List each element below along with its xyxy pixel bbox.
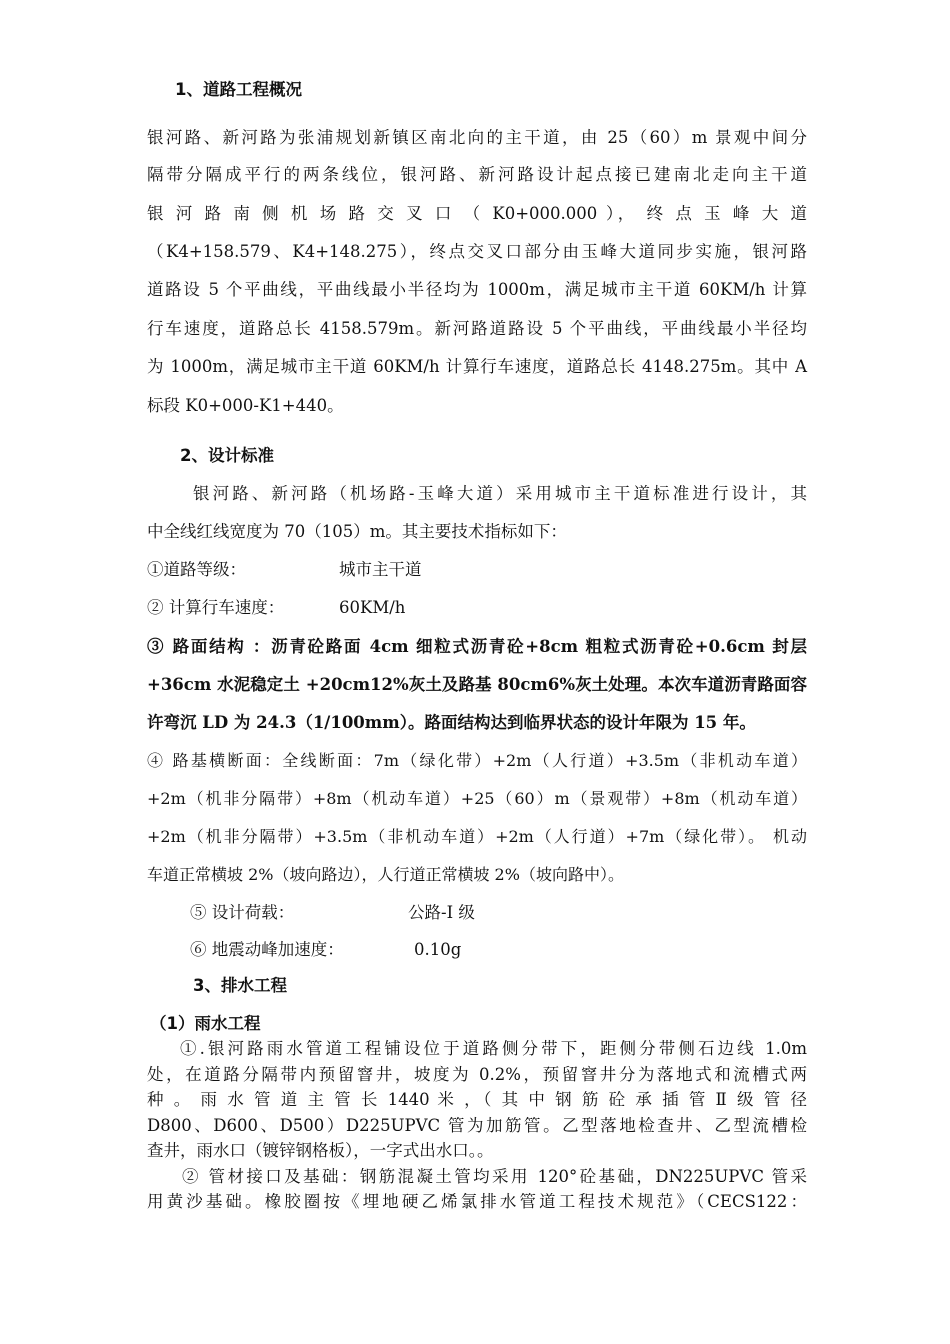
paragraph-line: （K4+158.579、K4+148.275），终点交叉口部分由玉峰大道同步实施，银河路 bbox=[147, 242, 807, 261]
spec-value: 城市主干道 bbox=[339, 560, 422, 579]
paragraph-line: 种 。 雨 水 管 道 主 管 长 1440 米 ，（ 其 中 钢 筋 砼 承 插 管 Ⅱ 级 管 径 bbox=[147, 1090, 807, 1109]
spec-item-road-grade bbox=[147, 559, 807, 581]
section-2-heading: 2、设计标准 bbox=[180, 446, 274, 465]
section-3-subheading: （1）雨水工程 bbox=[150, 1014, 261, 1033]
paragraph-line: 道路设 5 个平曲线，平曲线最小半径均为 1000m，满足城市主干道 60KM/h 计算 bbox=[147, 280, 807, 299]
spec-item-pavement: +36cm 水泥稳定土 +20cm12%灰土及路基 80cm6%灰土处理。本次车道沥青路面容 bbox=[147, 675, 807, 694]
spec-item-load bbox=[190, 902, 850, 924]
spec-item-seismic bbox=[190, 939, 850, 961]
section-1-heading: 1、道路工程概况 bbox=[175, 80, 302, 99]
spec-item-pavement: ③ 路面结构 ：沥青砼路面 4cm 细粒式沥青砼+8cm 粗粒式沥青砼+0.6cm 封层 bbox=[147, 637, 807, 656]
spec-label: ①道路等级： bbox=[147, 560, 246, 579]
spec-item-cross-section: ④ 路基横断面：全线断面：7m（绿化带）+2m（人行道）+3.5m（非机动车道） bbox=[147, 751, 807, 770]
paragraph-line: 银 河 路 南 侧 机 场 路 交 叉 口 （ K0+000.000 ）， 终 点 玉 峰 大 道 bbox=[147, 204, 807, 223]
paragraph-line: 处，在道路分隔带内预留窨井，坡度为 0.2%，预留窨井分为落地式和流槽式两 bbox=[147, 1065, 807, 1084]
spec-label: ⑤ 设计荷载： bbox=[190, 903, 295, 922]
paragraph-line: D800、D600、D500）D225UPVC 管为加筋管。乙型落地检查井、乙型流槽检 bbox=[147, 1116, 807, 1135]
spec-value: 公路-Ⅰ 级 bbox=[408, 903, 475, 922]
paragraph-line: 为 1000m，满足城市主干道 60KM/h 计算行车速度，道路总长 4148.275m。其中 A bbox=[147, 357, 807, 376]
paragraph-line: 行车速度，道路总长 4158.579m。新河路道路设 5 个平曲线，平曲线最小半径均 bbox=[147, 319, 807, 338]
paragraph-line: 隔带分隔成平行的两条线位，银河路、新河路设计起点接已建南北走向主干道 bbox=[147, 165, 807, 184]
spec-item-speed bbox=[147, 597, 807, 619]
paragraph-line: 中全线红线宽度为 70（105）m。其主要技术指标如下： bbox=[147, 522, 567, 541]
section-3-heading: 3、排水工程 bbox=[193, 976, 287, 995]
spec-value: 0.10g bbox=[414, 940, 462, 959]
spec-item-cross-section: +2m（机非分隔带）+8m（机动车道）+25（60）m（景观带）+8m（机动车道） bbox=[147, 789, 807, 808]
spec-label: ② 计算行车速度： bbox=[147, 598, 285, 617]
paragraph-line: 用黄沙基础。橡胶圈按《埋地硬乙烯氯排水管道工程技术规范》（CECS122： bbox=[147, 1192, 807, 1211]
paragraph-line: 查井，雨水口（镀锌钢格板），一字式出水口。。 bbox=[147, 1141, 494, 1160]
spec-item-cross-section: 车道正常横坡 2%（坡向路边），人行道正常横坡 2%（坡向路中）。 bbox=[147, 865, 624, 884]
paragraph-line: ② 管材接口及基础：钢筋混凝土管均采用 120°砼基础，DN225UPVC 管采 bbox=[182, 1167, 807, 1186]
spec-label: ⑥ 地震动峰加速度： bbox=[190, 940, 344, 959]
paragraph-line: 标段 K0+000-K1+440。 bbox=[147, 396, 344, 415]
spec-item-pavement: 许弯沉 LD 为 24.3（1/100mm）。路面结构达到临界状态的设计年限为 15 年。 bbox=[147, 713, 756, 732]
spec-value: 60KM/h bbox=[339, 598, 406, 617]
paragraph-line: ①.银河路雨水管道工程铺设位于道路侧分带下，距侧分带侧石边线 1.0m bbox=[180, 1039, 807, 1058]
paragraph-line: 银河路、新河路（机场路-玉峰大道）采用城市主干道标准进行设计，其 bbox=[193, 484, 807, 503]
paragraph-line: 银河路、新河路为张浦规划新镇区南北向的主干道，由 25（60）m 景观中间分 bbox=[147, 128, 807, 147]
spec-item-cross-section: +2m（机非分隔带）+3.5m（非机动车道）+2m（人行道）+7m（绿化带）。 机动 bbox=[147, 827, 807, 846]
